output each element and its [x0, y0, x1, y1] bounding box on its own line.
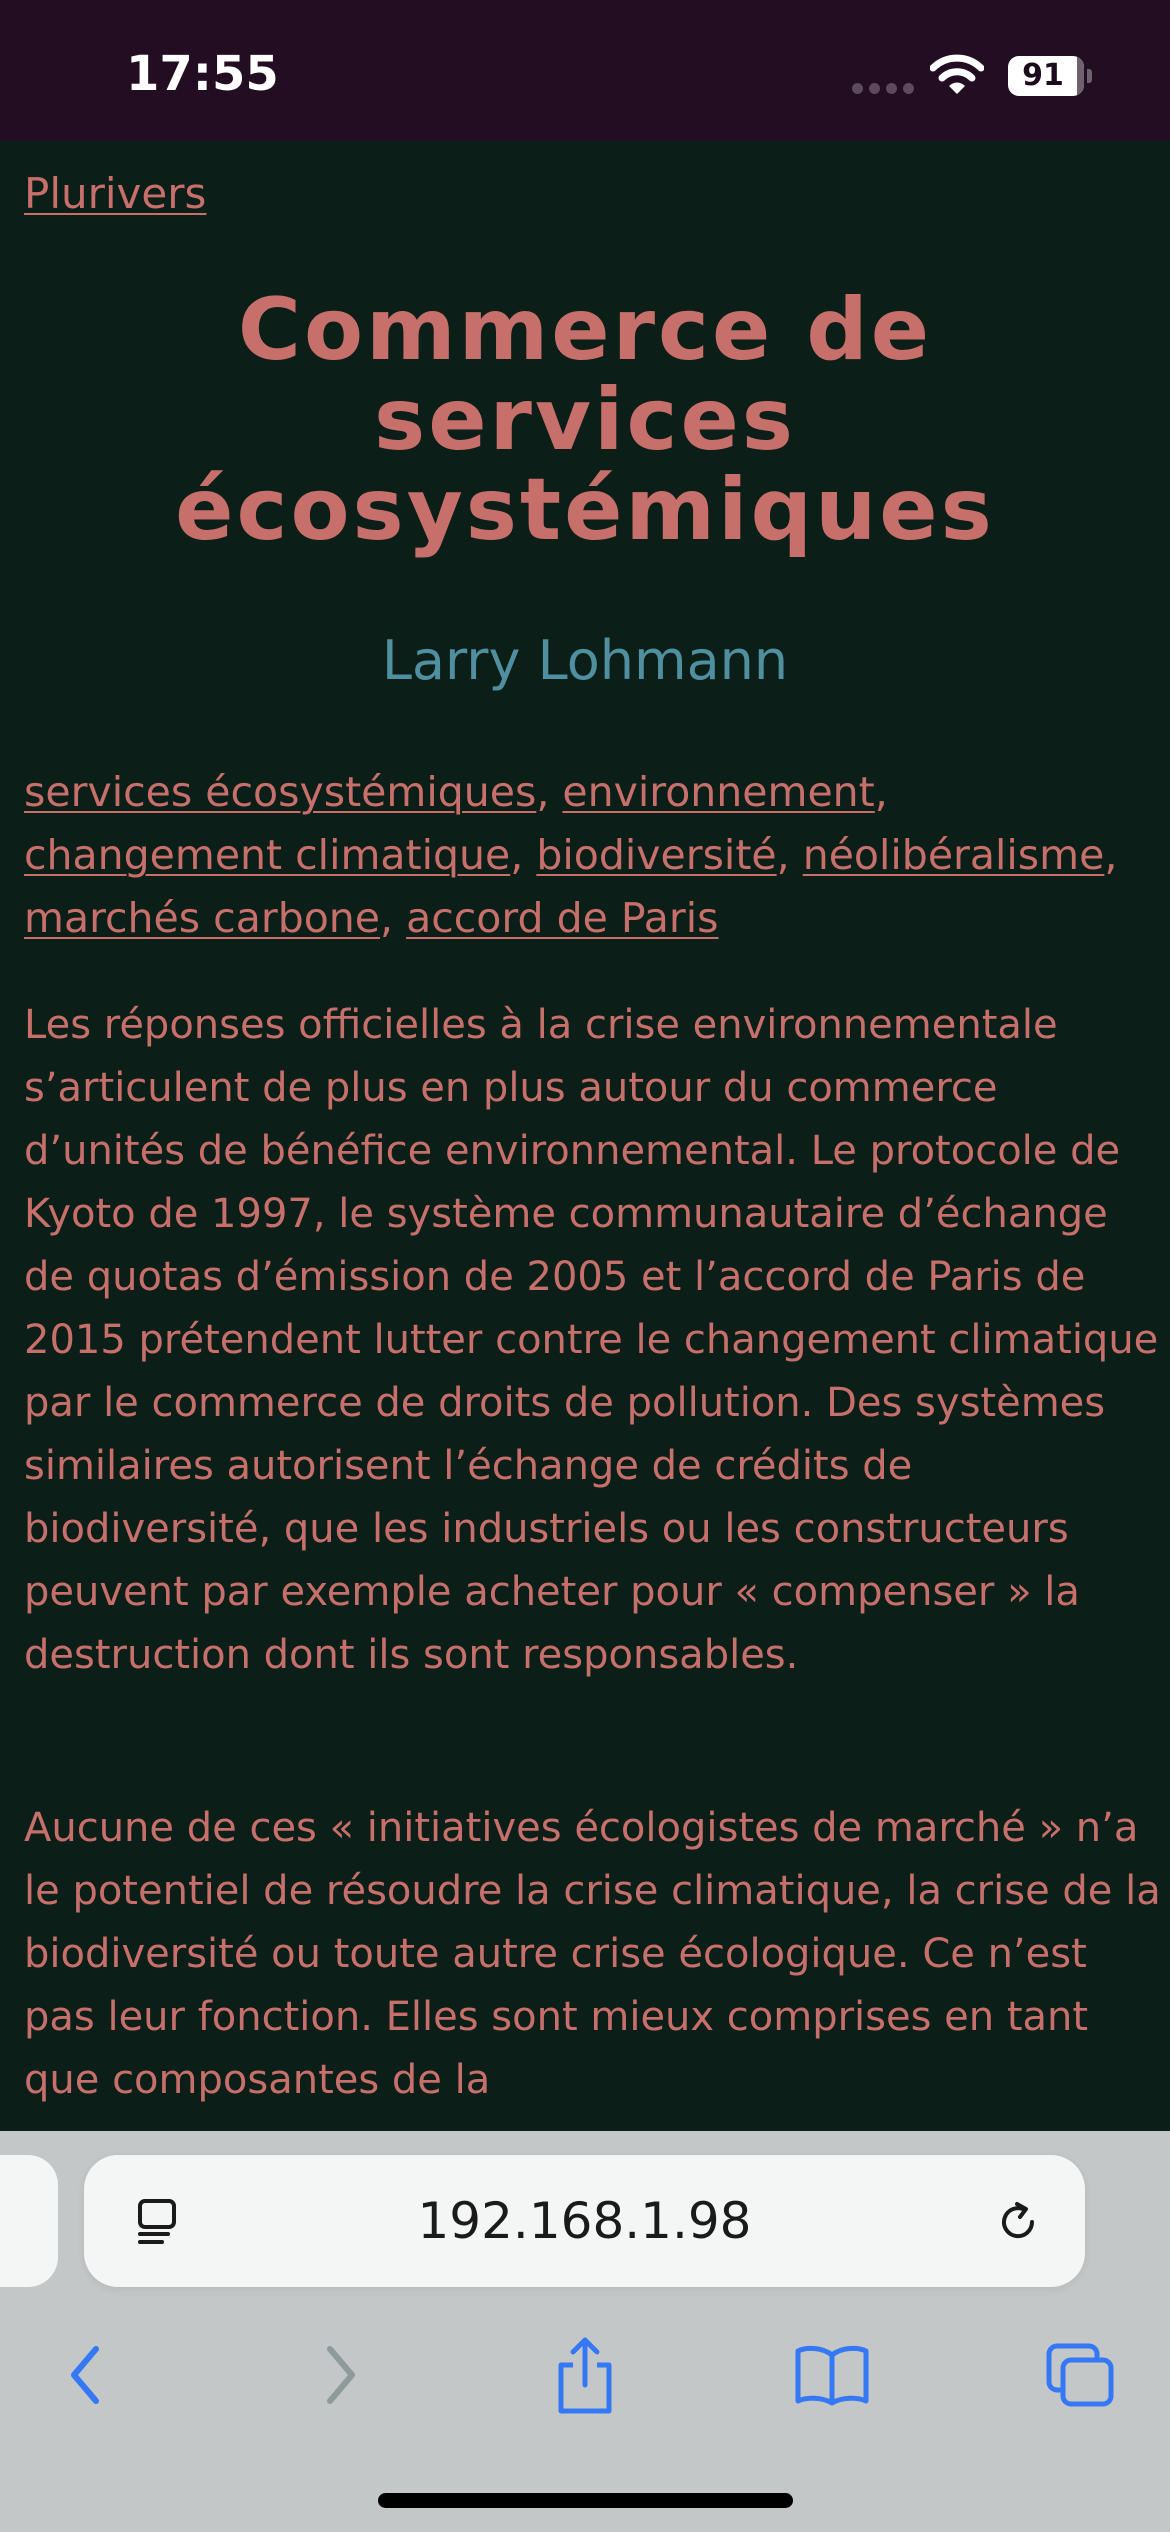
article-paragraph: Les réponses officielles à la crise environnementale s’articulent de plus en plus autour du commerce d’unités de bénéfice environnemental. Le protocole de Kyoto de 1997, le système communautaire d’échange de quotas d’émission de 2005 et l’accord de Paris de 2015 prétendent lutter contre le changement climatique par le commerce de droits de pollution. Des systèmes similaires autorisent l’échange de crédits de biodiversité, que les industriels ou les constructeurs peuvent par exemple acheter pour « compenser » la destruction dont ils sont responsables.: [24, 1002, 1159, 1678]
article-title-line-1: Commerce de: [237, 280, 933, 380]
wifi-icon: [930, 54, 984, 96]
page-menu-icon[interactable]: [134, 2197, 182, 2245]
status-time: 17:55: [126, 46, 279, 102]
article-paragraph: Aucune de ces « initiatives écologistes de marché » n’a le potentiel de résoudre la crise climatique, la crise de la biodiversité ou toute autre crise écologique. Ce n’est pas leur fonction. Elles sont mieux comprises en tant que composantes de la: [24, 1805, 1161, 2103]
forward-icon: [318, 2343, 362, 2407]
share-icon: [553, 2335, 617, 2415]
battery-percent: 91: [1022, 58, 1064, 93]
bookmarks-icon: [794, 2343, 870, 2407]
keyword-link[interactable]: environnement: [562, 768, 875, 816]
back-icon: [64, 2343, 108, 2407]
bookmarks-button[interactable]: [782, 2325, 882, 2425]
keyword-link[interactable]: accord de Paris: [406, 894, 719, 942]
article-author: Larry Lohmann: [381, 629, 789, 692]
battery-level: [1008, 56, 1084, 96]
cellular-signal-icon: [852, 83, 914, 95]
site-home-link[interactable]: Plurivers: [24, 169, 207, 218]
keyword-link[interactable]: marchés carbone: [24, 894, 381, 942]
home-indicator[interactable]: [378, 2493, 793, 2508]
article-title: [30, 280, 1140, 560]
keyword-list: services écosystémiques, environnement, changement climatique, biodiversité, néolibéralisme, marchés carbone, accord de Paris: [24, 768, 1118, 942]
reload-icon[interactable]: [994, 2198, 1042, 2246]
tabs-icon: [1045, 2342, 1115, 2408]
url-text: 192.168.1.98: [417, 2192, 752, 2250]
keyword-link[interactable]: biodiversité: [536, 831, 777, 879]
keyword-link[interactable]: services écosystémiques: [24, 768, 537, 816]
status-bar: [0, 0, 1170, 141]
keyword-link[interactable]: néolibéralisme: [802, 831, 1105, 879]
keyword-link[interactable]: changement climatique: [24, 831, 511, 879]
forward-button[interactable]: [290, 2325, 390, 2425]
article-title-line-3: écosystémiques: [175, 460, 995, 560]
back-button[interactable]: [36, 2325, 136, 2425]
previous-tab-preview[interactable]: [0, 2155, 58, 2287]
address-bar[interactable]: [84, 2155, 1085, 2287]
share-button[interactable]: [535, 2325, 635, 2425]
browser-toolbar: [0, 2131, 1170, 2532]
article-title-line-2: services: [374, 370, 796, 470]
article: [0, 141, 1170, 2131]
tabs-button[interactable]: [1030, 2325, 1130, 2425]
battery-icon: [1008, 56, 1092, 96]
